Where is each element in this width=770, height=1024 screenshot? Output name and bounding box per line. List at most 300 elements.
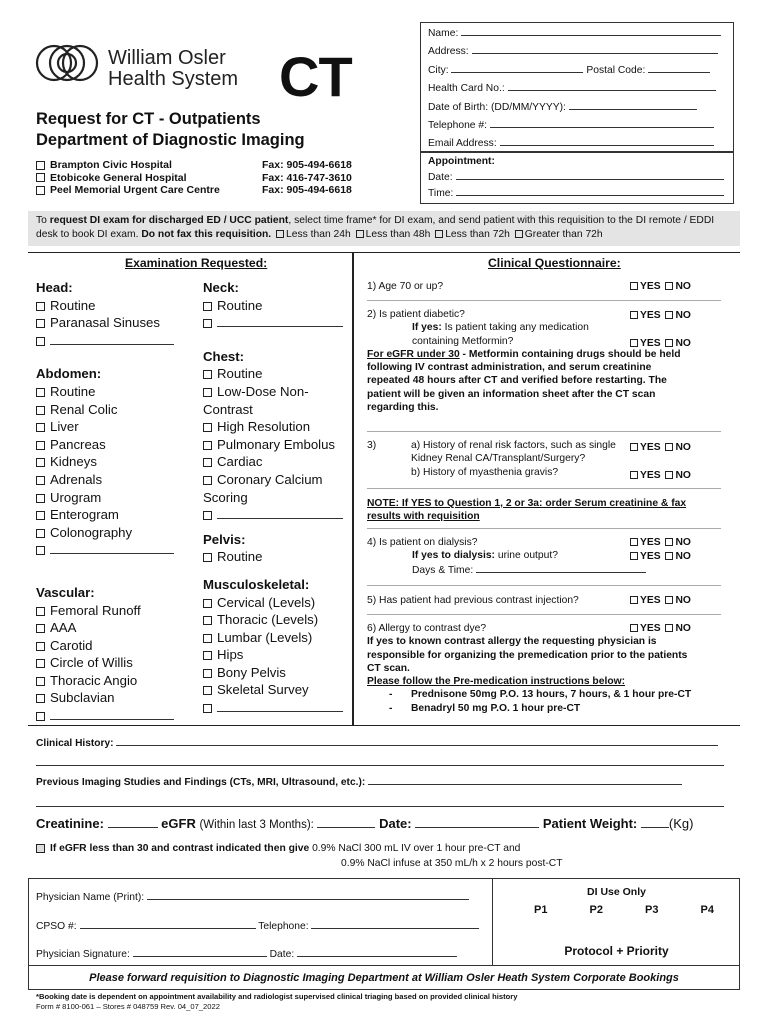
checkbox[interactable] (203, 553, 212, 562)
di-use-title: DI Use Only (587, 886, 646, 898)
footer-main: Please forward requisition to Diagnostic Imaging Department at William Osler Heath System Corporate Bookings (28, 966, 740, 990)
exam-option-label: High Resolution (217, 419, 311, 435)
weight-field[interactable] (641, 816, 669, 828)
exam-option-label: AAA (50, 620, 77, 636)
exam-option-label: Colonography (50, 524, 133, 540)
exam-option-label: Routine (50, 297, 96, 313)
logo-line1: William Osler (108, 47, 226, 69)
previous-imaging-row (36, 775, 682, 788)
checkbox[interactable] (36, 624, 45, 633)
email-field[interactable] (500, 136, 714, 146)
footer-note: *Booking date is dependent on appointment availability and radiologist supervised clinical triaging based on provided clinical history (36, 992, 518, 1001)
priority-p1[interactable]: P1 (534, 904, 548, 916)
facility-etobicoke[interactable] (36, 172, 220, 185)
exam-left-column (36, 279, 196, 725)
facility-list (36, 159, 220, 197)
chest-routine[interactable] (203, 365, 351, 383)
checkbox[interactable] (665, 339, 673, 347)
option-label: YES (640, 470, 661, 481)
egfr-check-row[interactable] (36, 842, 563, 857)
option-label: NO (675, 281, 691, 292)
vascular-list (36, 602, 196, 708)
medication-1: Prednisone 50mg P.O. 13 hours, 7 hours, & 1 hour pre-CT (411, 689, 692, 701)
abdomen-other[interactable] (36, 541, 196, 559)
option-label: YES (640, 623, 661, 634)
physician-telephone-field[interactable] (311, 919, 479, 929)
abdomen-option-8[interactable] (36, 524, 196, 542)
checkbox[interactable] (36, 642, 45, 651)
checkbox[interactable] (630, 282, 638, 290)
egfr-text: following IV contrast administration, and serum creatinine (367, 362, 652, 374)
checkbox[interactable] (203, 441, 212, 450)
egfr-check-text: 0.9% NaCl 300 mL IV over 1 hour pre-CT and (309, 843, 521, 854)
exam-option-label: Cervical (Levels) (217, 594, 316, 610)
dob-field[interactable] (569, 100, 697, 110)
option-label: NO (675, 470, 691, 481)
exam-option-label: Bony Pelvis (217, 664, 286, 680)
checkbox[interactable] (203, 423, 212, 432)
exam-option-label: Coronary Calcium (217, 471, 323, 487)
chest-other[interactable] (203, 506, 351, 524)
option-label: Greater than 72h (524, 229, 603, 240)
checkbox[interactable] (203, 686, 212, 695)
telephone-field[interactable] (490, 118, 714, 128)
physician-name-field[interactable] (147, 890, 469, 900)
labs-row (36, 816, 693, 831)
priority-p4[interactable]: P4 (700, 904, 714, 916)
banner-text: To (36, 215, 50, 226)
physician-telephone-label: Telephone: (258, 920, 309, 932)
physician-date-field[interactable] (297, 947, 457, 957)
exam-right-column (203, 279, 351, 717)
yes-no-row (628, 594, 691, 607)
banner-bold: Do not fax this requisition. (141, 229, 272, 240)
physician-date-label: Date: (269, 949, 295, 960)
clinical-history-line2[interactable] (36, 765, 724, 766)
checkbox[interactable] (276, 230, 284, 238)
checkbox[interactable] (36, 659, 45, 668)
previous-imaging-label: Previous Imaging Studies and Findings (CTs, MRI, Ultrasound, etc.): (36, 777, 366, 788)
checkbox[interactable] (36, 529, 45, 538)
egfr-check (36, 842, 563, 871)
egfr-label: eGFR (161, 816, 196, 831)
vascular-title: Vascular: (36, 584, 95, 600)
egfr-text: patient will be given an information sheet after the CT scan (367, 388, 656, 400)
option-label: NO (675, 442, 691, 453)
checkbox[interactable] (203, 634, 212, 643)
checkbox[interactable] (665, 624, 673, 632)
checkbox[interactable] (203, 669, 212, 678)
chest-pe[interactable] (203, 436, 351, 454)
yes-option[interactable] (628, 551, 661, 562)
abdomen-list (36, 383, 196, 541)
checkbox[interactable] (665, 471, 673, 479)
egfr-field[interactable] (317, 816, 375, 828)
option-label: YES (640, 442, 661, 453)
abdomen-option-0[interactable] (36, 383, 196, 401)
checkbox[interactable] (203, 370, 212, 379)
yes-option[interactable] (628, 442, 661, 453)
msk-option-5[interactable] (203, 681, 351, 699)
signature-label: Physician Signature: (36, 949, 130, 960)
egfr-heading: For eGFR under 30 (367, 348, 460, 360)
weight-label: Patient Weight: (542, 816, 638, 831)
yes-option[interactable] (628, 470, 661, 481)
option-label: Less than 72h (445, 229, 510, 240)
checkbox[interactable] (630, 311, 638, 319)
checkbox[interactable] (203, 704, 212, 713)
creatinine-field[interactable] (108, 816, 158, 828)
msk-list (203, 594, 351, 700)
checkbox[interactable] (203, 651, 212, 660)
checkbox[interactable] (36, 694, 45, 703)
option-label: Less than 48h (365, 229, 431, 240)
checkbox[interactable] (36, 712, 45, 721)
checkbox[interactable] (203, 302, 212, 311)
option-label: NO (675, 623, 691, 634)
option-label: YES (640, 281, 661, 292)
chest-low-dose[interactable] (203, 383, 351, 401)
exam-option-label: Low-Dose Non- (217, 383, 309, 399)
checkbox[interactable] (36, 423, 45, 432)
q2-sub: Is patient taking any medication (441, 322, 589, 334)
exam-option-label: Lumbar (Levels) (217, 629, 313, 645)
abdomen-option-1[interactable] (36, 401, 196, 419)
option-label: NO (675, 310, 691, 321)
cq-heading: Clinical Questionnaire: (488, 256, 621, 270)
address-field[interactable] (472, 44, 718, 54)
checkbox[interactable] (665, 311, 673, 319)
q2-text: 2) Is patient diabetic? (367, 309, 465, 320)
q4-days-label: Days & Time: (412, 564, 474, 576)
abdomen-option-7[interactable] (36, 506, 196, 524)
checkbox[interactable] (36, 511, 45, 520)
neck-title: Neck: (203, 280, 239, 295)
facility-peel[interactable] (36, 184, 220, 197)
checkbox[interactable] (630, 339, 638, 347)
checkbox[interactable] (630, 552, 638, 560)
yes-option[interactable] (628, 281, 661, 292)
checkbox[interactable] (36, 546, 45, 555)
option-gt72h[interactable] (513, 229, 603, 240)
checkbox[interactable] (36, 161, 45, 170)
exam-option-label-cont: Scoring (203, 489, 248, 505)
health-card-label: Health Card No.: (428, 83, 505, 95)
email-label: Email Address: (428, 138, 497, 150)
no-option[interactable] (663, 595, 690, 606)
head-title: Head: (36, 280, 73, 295)
protocol-priority: Protocol + Priority (564, 944, 669, 958)
msk-option-0[interactable] (203, 594, 351, 612)
no-option[interactable] (663, 338, 690, 349)
pelvis-title: Pelvis: (203, 531, 246, 547)
clinical-history-label: Clinical History: (36, 738, 114, 749)
exam-option-label: Thoracic (Levels) (217, 612, 319, 628)
checkbox[interactable] (665, 538, 673, 546)
checkbox[interactable] (203, 458, 212, 467)
vascular-option-3[interactable] (36, 654, 196, 672)
checkbox[interactable] (36, 441, 45, 450)
msk-option-3[interactable] (203, 646, 351, 664)
abdomen-option-4[interactable] (36, 453, 196, 471)
checkbox[interactable] (36, 337, 45, 346)
exam-option-label: Routine (217, 366, 263, 382)
exam-option-label: Routine (50, 383, 96, 399)
q3a-text2: Kidney Renal CA/Transplant/Surgery? (411, 453, 586, 465)
yes-no-row (628, 536, 691, 549)
appointment-date-label: Date: (428, 172, 453, 183)
q3b-text: b) History of myasthenia gravis? (411, 466, 559, 478)
vascular-option-4[interactable] (36, 672, 196, 690)
kg-label: (Kg) (668, 816, 694, 831)
checkbox[interactable] (36, 458, 45, 467)
osler-logo-icon (34, 40, 100, 86)
option-label: NO (675, 595, 691, 606)
no-option[interactable] (663, 310, 690, 321)
no-option[interactable] (663, 470, 690, 481)
checkbox[interactable] (36, 186, 45, 195)
yes-no-row (628, 441, 691, 454)
signature-field[interactable] (133, 947, 267, 957)
checkbox[interactable] (36, 844, 45, 853)
neck-routine[interactable] (203, 297, 351, 315)
yes-option[interactable] (628, 537, 661, 548)
abdomen-option-3[interactable] (36, 436, 196, 454)
checkbox[interactable] (630, 471, 638, 479)
checkbox[interactable] (36, 319, 45, 328)
patient-fields (428, 25, 721, 154)
checkbox[interactable] (630, 596, 638, 604)
checkbox[interactable] (36, 494, 45, 503)
head-routine[interactable] (36, 297, 196, 315)
other-field[interactable] (50, 710, 174, 720)
checkbox[interactable] (203, 319, 212, 328)
checkbox[interactable] (203, 476, 212, 485)
chest-high-res[interactable] (203, 418, 351, 436)
q3a-text: a) History of renal risk factors, such as single (411, 440, 616, 451)
column-divider (352, 252, 354, 726)
yes-no-row (628, 550, 691, 563)
fax-list (262, 159, 352, 197)
abdomen-option-6[interactable] (36, 489, 196, 507)
msk-other[interactable] (203, 699, 351, 717)
exam-option-label: Femoral Runoff (50, 602, 141, 618)
checkbox[interactable] (36, 677, 45, 686)
abdomen-option-2[interactable] (36, 418, 196, 436)
checkbox[interactable] (203, 599, 212, 608)
priority-p3[interactable]: P3 (645, 904, 659, 916)
logo-line2: Health System (108, 68, 239, 90)
checkbox[interactable] (36, 388, 45, 397)
yes-option[interactable] (628, 338, 661, 349)
msk-title: Musculoskeletal: (203, 576, 310, 592)
checkbox[interactable] (203, 616, 212, 625)
egfr-note: (Within last 3 Months): (199, 819, 314, 831)
patient-name-field[interactable] (461, 26, 721, 36)
egfr-check-bold: If eGFR less than 30 and contrast indicated then give (50, 843, 310, 854)
exam-option-label: Enterogram (50, 507, 119, 523)
checkbox[interactable] (630, 443, 638, 451)
other-field[interactable] (217, 317, 343, 327)
facility-brampton[interactable] (36, 159, 220, 172)
other-field[interactable] (217, 702, 343, 712)
facility-name: Etobicoke General Hospital (50, 171, 187, 184)
option-label: YES (640, 551, 661, 562)
yes-option[interactable] (628, 623, 661, 634)
cpso-field[interactable] (80, 919, 256, 929)
abdomen-option-5[interactable] (36, 471, 196, 489)
checkbox[interactable] (36, 607, 45, 616)
egfr-text: regarding this. (367, 402, 439, 414)
yes-no-row (628, 622, 691, 635)
option-72h[interactable] (433, 229, 510, 240)
appointment-time-field[interactable] (456, 186, 724, 196)
other-field[interactable] (50, 544, 174, 554)
yes-no-row (628, 337, 691, 350)
exam-option-label: Cardiac (217, 454, 263, 470)
appointment-date-field[interactable] (456, 170, 724, 180)
option-24h[interactable] (274, 229, 351, 240)
physician-name-label: Physician Name (Print): (36, 892, 145, 903)
yes-option[interactable] (628, 595, 661, 606)
city-field[interactable] (451, 63, 583, 73)
no-option[interactable] (663, 281, 690, 292)
checkbox[interactable] (36, 173, 45, 182)
checkbox[interactable] (630, 538, 638, 546)
option-label: Less than 24h (286, 229, 351, 240)
note-text: NOTE: If YES to Question 1, 2 or 3a: order Serum creatinine & fax (367, 498, 687, 509)
q4-text: 4) Is patient on dialysis? (367, 537, 478, 548)
option-label: NO (675, 551, 691, 562)
egfr-text: - Metformin containing drugs should be held (459, 348, 681, 360)
vascular-option-1[interactable] (36, 619, 196, 637)
exam-option-label: Kidneys (50, 454, 97, 470)
option-label: YES (640, 338, 661, 349)
q2-sub2: containing Metformin? (412, 335, 514, 347)
checkbox[interactable] (665, 282, 673, 290)
checkbox[interactable] (203, 511, 212, 520)
no-option[interactable] (663, 442, 690, 453)
checkbox[interactable] (630, 624, 638, 632)
checkbox[interactable] (356, 230, 364, 238)
checkbox[interactable] (203, 388, 212, 397)
facility-name: Brampton Civic Hospital (50, 159, 172, 171)
q5-text: 5) Has patient had previous contrast injection? (367, 595, 579, 606)
postal-code-field[interactable] (648, 63, 710, 73)
msk-option-1[interactable] (203, 611, 351, 629)
option-label: NO (675, 537, 691, 548)
health-card-field[interactable] (508, 81, 716, 91)
checkbox[interactable] (36, 476, 45, 485)
note-text: results with requisition (367, 511, 480, 523)
physician-fields (36, 884, 479, 970)
chest-cardiac[interactable] (203, 453, 351, 471)
yes-option[interactable] (628, 310, 661, 321)
chest-title: Chest: (203, 348, 245, 364)
vascular-option-0[interactable] (36, 602, 196, 620)
city-label: City: (428, 64, 449, 76)
banner-text: , select time frame* for DI exam, and send patient with this requisition to the DI remote / EDDI desk to book DI exam. (36, 215, 715, 240)
checkbox[interactable] (36, 302, 45, 311)
no-option[interactable] (663, 551, 690, 562)
page-title-2: Department of Diagnostic Imaging (36, 131, 305, 149)
appointment-time-label: Time: (428, 188, 454, 199)
other-field[interactable] (50, 335, 174, 345)
priority-p2[interactable]: P2 (589, 904, 603, 916)
q6-text: CT scan. (367, 662, 410, 674)
checkbox[interactable] (515, 230, 523, 238)
days-time-field[interactable] (476, 563, 646, 573)
priority-row (534, 904, 714, 916)
previous-imaging-field[interactable] (368, 775, 682, 785)
q4-sub: urine output? (494, 550, 558, 562)
date-field[interactable] (415, 816, 539, 828)
previous-imaging-line2[interactable] (36, 806, 724, 807)
vascular-option-5[interactable] (36, 689, 196, 707)
q2-ifyes: If yes: (412, 322, 442, 334)
q6-text: If yes to known contrast allergy the requesting physician is (367, 636, 657, 648)
exam-option-label: Paranasal Sinuses (50, 315, 160, 331)
option-48h[interactable] (354, 229, 431, 240)
checkbox[interactable] (435, 230, 443, 238)
exam-option-label: Thoracic Angio (50, 672, 138, 688)
exam-option-label: Skeletal Survey (217, 682, 309, 698)
chest-calcium[interactable] (203, 471, 351, 489)
checkbox[interactable] (665, 443, 673, 451)
dob-label: Date of Birth: (DD/MM/YYYY): (428, 101, 566, 113)
exam-option-label: Adrenals (50, 471, 103, 487)
option-label: NO (675, 338, 691, 349)
head-other[interactable] (36, 332, 196, 350)
head-sinuses[interactable] (36, 314, 196, 332)
exam-heading: Examination Requested: (125, 256, 268, 270)
vascular-other[interactable] (36, 707, 196, 725)
q6-text: 6) Allergy to contrast dye? (367, 623, 487, 634)
exam-option-label-cont: Contrast (203, 401, 253, 417)
exam-option-label: Routine (217, 549, 263, 565)
fax-number: Fax: 416-747-3610 (262, 171, 352, 184)
q1-text: 1) Age 70 or up? (367, 281, 444, 292)
logo (34, 40, 100, 91)
checkbox[interactable] (665, 552, 673, 560)
vascular-option-2[interactable] (36, 637, 196, 655)
date-label: Date: (379, 816, 412, 831)
yes-no-row (628, 309, 691, 322)
other-field[interactable] (217, 509, 343, 519)
msk-option-4[interactable] (203, 664, 351, 682)
pelvis-routine[interactable] (203, 548, 351, 566)
neck-other[interactable] (203, 314, 351, 332)
checkbox[interactable] (665, 596, 673, 604)
patient-name-label: Name: (428, 28, 459, 39)
abdomen-title: Abdomen: (36, 366, 102, 382)
clinical-history-field[interactable] (116, 736, 718, 746)
exam-option-label: Circle of Willis (50, 655, 133, 671)
address-label: Address: (428, 46, 469, 58)
exam-option-label: Carotid (50, 637, 93, 653)
clinical-history-row (36, 736, 718, 749)
fax-number: Fax: 905-494-6618 (262, 184, 352, 196)
exam-option-label: Liver (50, 419, 79, 435)
exam-option-label: Pulmonary Embolus (217, 436, 336, 452)
postal-code-label: Postal Code: (586, 64, 646, 76)
q6-text: responsible for organizing the premedication prior to the patients (367, 649, 688, 661)
checkbox[interactable] (36, 406, 45, 415)
msk-option-2[interactable] (203, 629, 351, 647)
no-option[interactable] (663, 623, 690, 634)
option-label: YES (640, 310, 661, 321)
no-option[interactable] (663, 537, 690, 548)
